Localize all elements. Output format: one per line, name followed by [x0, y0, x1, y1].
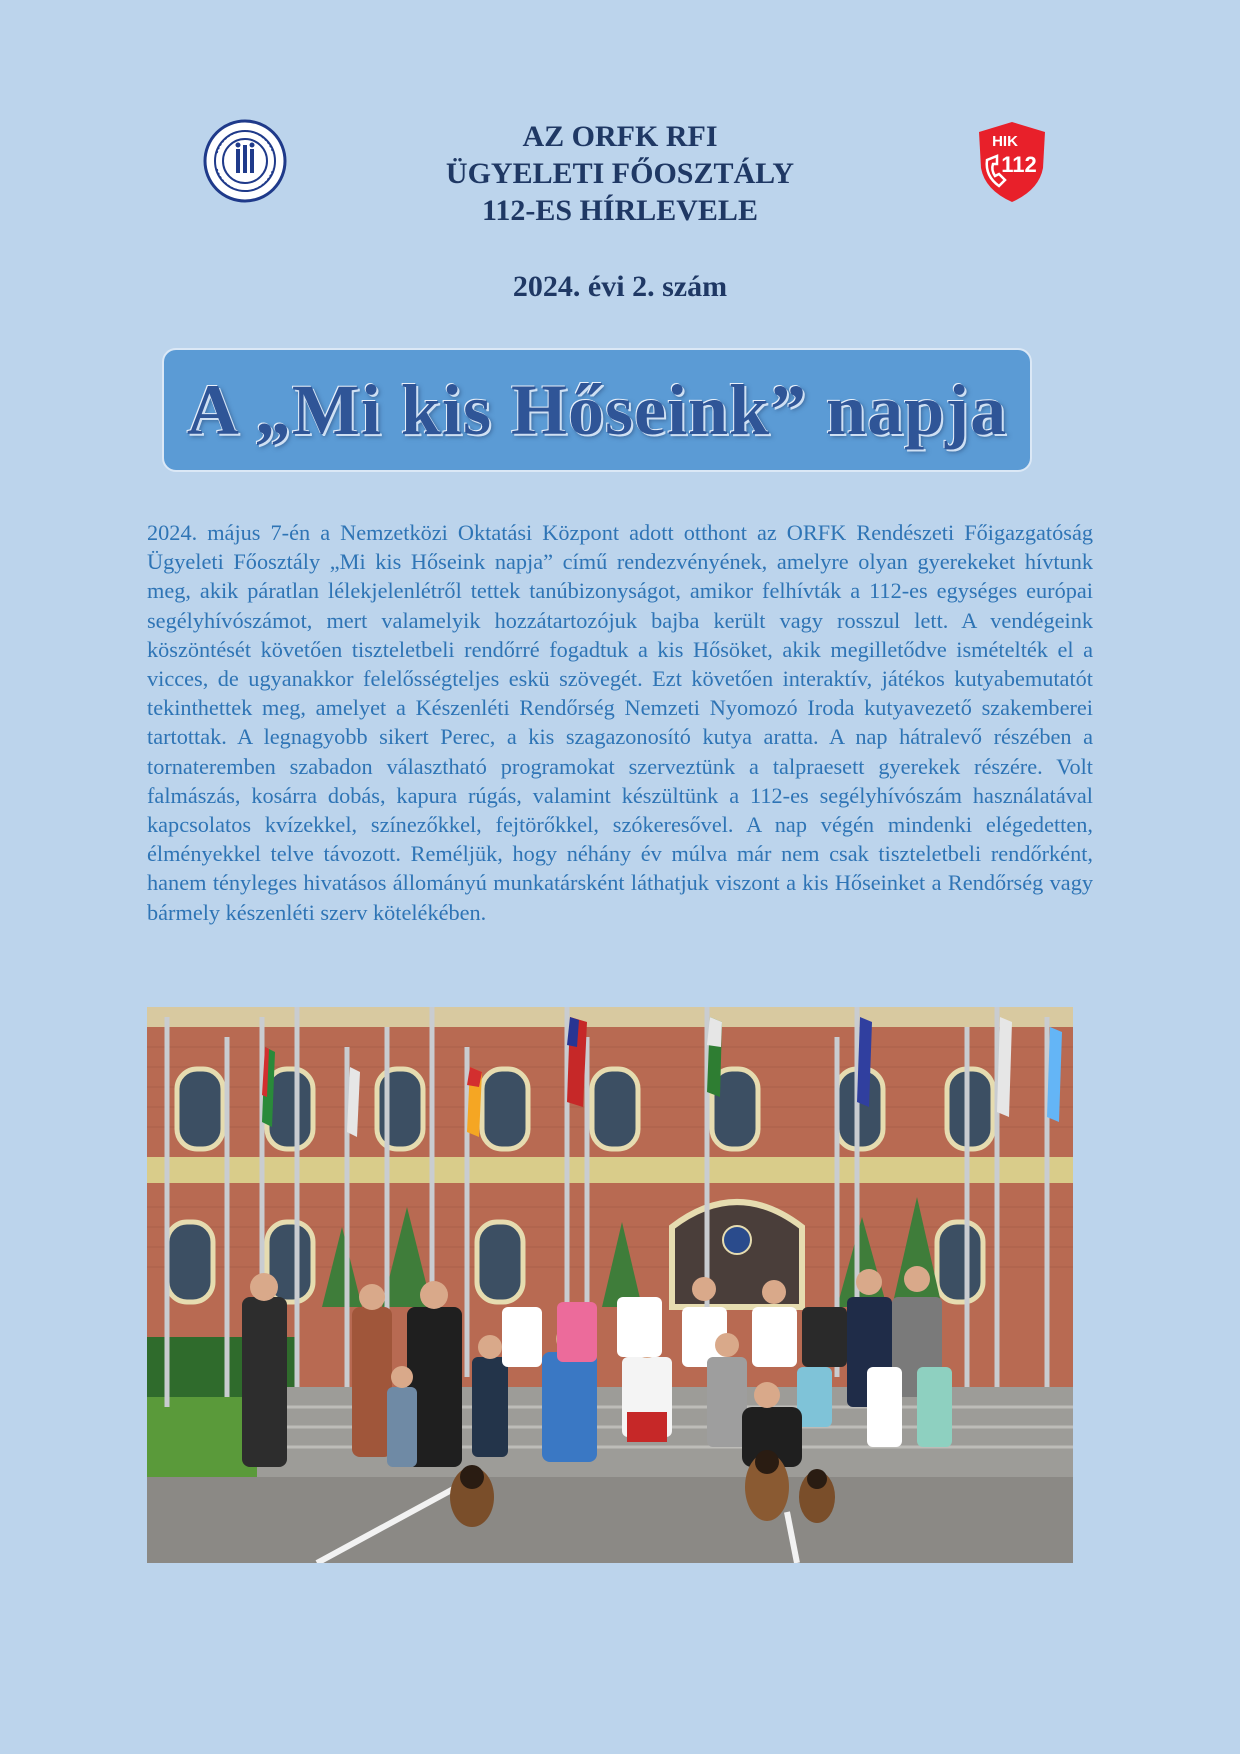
- header-line-1: AZ ORFK RFI: [522, 120, 718, 153]
- article-title-banner: [162, 348, 1032, 472]
- group-photo: [147, 1007, 1073, 1563]
- hik-112-shield-icon: [975, 120, 1049, 204]
- hik-112-logo: [975, 120, 1049, 204]
- newsletter-header: [380, 118, 860, 229]
- article-title: A „Mi kis Hőseink” napja: [186, 369, 1008, 450]
- hik-logo-text: HIK: [992, 133, 1018, 150]
- issue-number: 2024. évi 2. szám: [512, 270, 728, 303]
- group-photo-icon: [147, 1007, 1073, 1563]
- 112-logo-number: 112: [1001, 152, 1037, 177]
- police-information-seal-icon: [203, 119, 287, 203]
- header-line-2: ÜGYELETI FŐOSZTÁLY: [445, 157, 795, 190]
- police-information-seal-logo: [203, 119, 287, 203]
- header-line-3: 112-ES HÍRLEVELE: [482, 194, 758, 227]
- article-body: 2024. május 7-én a Nemzetközi Oktatási Központ adott otthont az ORFK Rendészeti Főigazgatóság Ügyeleti Főosztály „Mi kis Hőseink napja” című rendezvényének, amelyre olyan gyerekeket hívtunk meg, akik páratlan lélekjelenlétről tettek tanúbizonyságot, amikor felhívták a 112-es egységes európai segélyhívószámot, mert valamelyik hozzátartozójuk bajba került vagy rosszul lett. A vendégeink köszöntését követően tiszteletbeli rendőrré fogadtuk a kis Hősöket, akik megilletődve ismételték el a vicces, de ugyanakkor felelősségteljes eskü szövegét. Ezt követően interaktív, játékos kutyabemutatót tekinthettek meg, amelyet a Készenléti Rendőrség Nemzeti Nyomozó Iroda kutyavezető szakemberei tartottak. A legnagyobb sikert Perec, a kis szagazonosító kutya aratta. A nap hátralevő részében a tornateremben szabadon választható programokat szerveztünk a talpraesett gyerekek részére. Volt falmászás, kosárra dobás, kapura rúgás, valamint készültünk a 112-es segélyhívószám használatával kapcsolatos kvízekkel, színezőkkel, fejtörőkkel, szókeresővel. A nap végén mindenki elégedetten, élményekkel telve távozott. Reméljük, hogy néhány év múlva már nem csak tiszteletbeli rendőrként, hanem tényleges hivatásos állományú munkatársként láthatjuk viszont a kis Hőseinket a Rendőrség vagy bármely készenléti szerv kötelékében.: [147, 520, 1093, 925]
